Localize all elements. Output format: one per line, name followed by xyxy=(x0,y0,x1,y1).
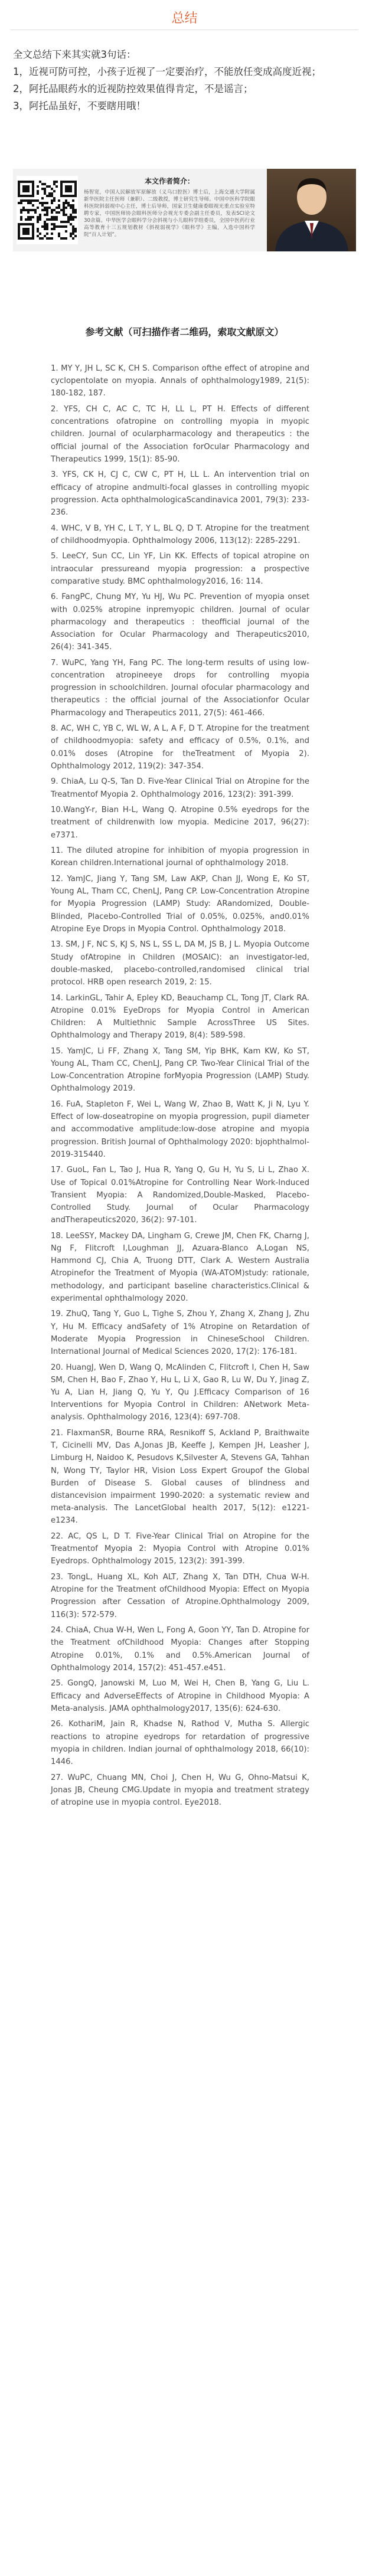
author-photo xyxy=(267,169,356,251)
author-bio: 杨智宽，中国人民解放军原解放（义乌口腔医）博士后，上海交通大学附属新华医院主任医师（兼职）、二级教授，博士研究生导师。中国中医科学院眼科医院斜弱视中心主任，博士后导师，国家卫生健康委眼视光重点实验室特聘专家，中国医师协会眼科医师分会视光专委会副主任委员，发表SCI论文30余篇。中华医学会眼科学分会斜视与小儿眼科学组委员，全国中医药行业高等教育十三五规划教材《斜视弱视学》《眼科学》主编，入选中国科学院“百人计划”。 xyxy=(84,189,255,238)
reference-item: 23. TongL, Huang XL, Koh ALT, Zhang X, Tan DTH, Chua W-H. Atropine for the Treatment ofChildhood Myopia: Effect on Myopia Progression after Cessation of Atropine.Ophthalmology 2009, 116(3): 572-579. xyxy=(51,1573,309,1619)
reference-item: 2. YFS, CH C, AC C, TC H, LL L, PT H. Effects of different concentrations ofatropine on controlling myopia in myopic children. Journal of ocularpharmacology and therapeutics : the official journal of the Association forOcular Pharmacology and Therapeutics 1999, 15(1): 85-90. xyxy=(51,405,309,464)
reference-item: 16. FuA, Stapleton F, Wei L, Wang W, Zhao B, Watt K, Ji N, Lyu Y. Effect of low-doseatropine on myopia progression, pupil diameter and accommodative amplitude:low-dose atropine and myopia progression. British Journal of Ophthalmology 2020: bjophthalmol-2019-315440. xyxy=(51,1100,309,1159)
reference-item: 18. LeeSSY, Mackey DA, Lingham G, Crewe JM, Chen FK, Charng J, Ng F, Flitcroft I,Loughman JJ, Azuara-Blanco A,Logan NS, Hammond CJ, Chia A, Truong DTT, Clark A. Western Australia Atropinefor the Treatment of Myopia (WA-ATOM)study: rationale, methodology, and participant baseline characteristics.Clinical & experimental ophthalmology 2020. xyxy=(51,1231,309,1303)
reference-item: 21. FlaxmanSR, Bourne RRA, Resnikoff S, Ackland P, Braithwaite T, Cicinelli MV, Das A,Jonas JB, Keeffe J, Kempen JH, Leasher J, Limburg H, Naidoo K, Pesudovs K,Silvester A, Stevens GA, Tahhan N, Wong TY, Taylor HR, Vision Loss Expert Groupof the Global Burden of Disease S. Global causes of blindness and distancevision impairment 1990-2020: a systematic review and meta-analysis. The LancetGlobal health 2017, 5(12): e1221-e1234. xyxy=(51,1429,309,1526)
reference-item: 13. SM, J F, NC S, KJ S, NS L, SS L, DA M, JS B, J L. Myopia Outcome Study ofAtropine in Children (MOSAIC): an investigator-led, double-masked, placebo-controlled,randomised clinical trial protocol. HRB open research 2019, 2: 15. xyxy=(51,940,310,987)
author-card xyxy=(13,169,356,251)
reference-item: 12. YamJC, Jiang Y, Tang SM, Law AKP, Chan JJ, Wong E, Ko ST, Young AL, Tham CC, ChenLJ, Pang CP. Low-Concentration Atropine for Myopia Progression (LAMP) Study: ARandomized, Double-Blinded, Placebo-Controlled Trial of 0.05%, 0.025%, and0.01% Atropine Eye Drops in Myopia Control. Ophthalmology 2018. xyxy=(51,875,309,934)
reference-item: 10.WangY-r, Bian H-L, Wang Q. Atropine 0.5% eyedrops for the treatment of childrenwith low myopia. Medicine 2017, 96(27): e7371. xyxy=(51,806,309,840)
reference-item: 20. HuangJ, Wen D, Wang Q, McAlinden C, Flitcroft I, Chen H, Saw SM, Chen H, Bao F, Zhao Y, Hu L, Li X, Gao R, Lu W, Du Y, Jinag Z, Yu A, Lian H, Jiang Q, Yu Y, Qu J.Efficacy Comparison of 16 Interventions for Myopia Control in Children: ANetwork Meta-analysis. Ophthalmology 2016, 123(4): 697-708. xyxy=(51,1363,309,1422)
reference-item: 7. WuPC, Yang YH, Fang PC. The long-term results of using low-concentration atropineeye drops for controlling myopia progression in schoolchildren. Journal ofocular pharmacology and therapeutics : the official journal of the Associationfor Ocular Pharmacology and Therapeutics 2011, 27(5): 461-466. xyxy=(51,658,309,718)
reference-item: 11. The diluted atropine for inhibition of myopia progression in Korean children.International journal of ophthalmology 2018. xyxy=(51,846,309,868)
reference-item: 4. WHC, V B, YH C, L T, Y L, BL Q, D T. Atropine for the treatment of childhoodmyopia. Ophthalmology 2006, 113(12): 2285-2291. xyxy=(51,523,309,545)
reference-item: 26. KothariM, Jain R, Khadse N, Rathod V, Mutha S. Allergic reactions to atropine eyedrops for retardation of progressive myopia in children. Indian journal of ophthalmology 2018, 66(10): 1446. xyxy=(51,1720,309,1767)
reference-item: 8. AC, WH C, YB C, WL W, A L, A F, D T. Atropine for the treatment of childhoodmyopia: safety and efficacy of 0.5%, 0.1%, and 0.01% doses (Atropine for theTreatment of Myopia 2). Ophthalmology 2012, 119(2): 347-354. xyxy=(51,724,309,771)
summary-point: 3，阿托品虽好，不要瞎用哦！ xyxy=(13,100,146,112)
summary-point: 1，近视可防可控，小孩子近视了一定要治疗，不能放任变成高度近视； xyxy=(13,66,321,77)
reference-item: 3. YFS, CK H, CJ C, CW C, PT H, LL L. An intervention trial on efficacy of atropine andmulti-focal glasses in controlling myopic progression. Acta ophthalmologicaScandinavica 2001, 79(3): 233-236. xyxy=(51,470,309,518)
reference-item: 25. GongQ, Janowski M, Luo M, Wei H, Chen B, Yang G, Liu L. Efficacy and AdverseEffects of Atropine in Childhood Myopia: A Meta-analysis. JAMA ophthalmology2017, 135(6): 624-630. xyxy=(51,1679,309,1713)
summary-intro: 全文总结下来其实就3句话： xyxy=(13,49,136,60)
reference-item: 17. GuoL, Fan L, Tao J, Hua R, Yang Q, Gu H, Yu S, Li L, Zhao X. Use of Topical 0.01%Atropine for Controlling Near Work-Induced Transient Myopia: A Randomized,Double-Masked, Placebo-Controlled Study. Journal of Ocular Pharmacology andTherapeutics2020, 36(2): 97-101. xyxy=(51,1166,309,1225)
reference-item: 9. ChiaA, Lu Q-S, Tan D. Five-Year Clinical Trial on Atropine for the Treatmentof Myopia 2. Ophthalmology 2016, 123(2): 391-399. xyxy=(51,777,309,799)
reference-item: 6. FangPC, Chung MY, Yu HJ, Wu PC. Prevention of myopia onset with 0.025% atropine inpremyopic children. Journal of ocular pharmacology and therapeutics : theofficial journal of the Association for Ocular Pharmacology and Therapeutics2010, 26(4): 341-345. xyxy=(51,593,309,652)
author-qr-code[interactable] xyxy=(17,176,78,244)
author-info xyxy=(84,176,255,238)
reference-item: 22. AC, QS L, D T. Five-Year Clinical Trial on Atropine for the Treatmentof Myopia 2: Myopia Control with Atropine 0.01% Eyedrops. Ophthalmology 2015, 123(2): 391-399. xyxy=(51,1532,309,1566)
reference-item: 19. ZhuQ, Tang Y, Guo L, Tighe S, Zhou Y, Zhang X, Zhang J, Zhu Y, Hu M. Efficacy andSafety of 1% Atropine on Retardation of Moderate Myopia Progression in ChineseSchool Children. International Journal of Medical Sciences 2020, 17(2): 176-181. xyxy=(51,1310,309,1357)
references-header: 参考文献（可扫描作者二维码，索取文献原文） xyxy=(85,326,284,338)
reference-item: 14. LarkinGL, Tahir A, Epley KD, Beauchamp CL, Tong JT, Clark RA. Atropine 0.01% EyeDrops for Myopia Control in American Children: A Multiethnic Sample AcrossThree US Sites. Ophthalmology and Therapy 2019, 8(4): 589-598. xyxy=(51,993,309,1040)
author-heading: 本文作者简介： xyxy=(144,177,194,185)
summary-point: 2，阿托品眼药水的近视防控效果值得肯定，不是谣言； xyxy=(13,83,253,94)
reference-item: 1. MY Y, JH L, SC K, CH S. Comparison ofthe effect of atropine and cyclopentolate on myopia. Annals of ophthalmology1989, 21(5): 180-182, 187. xyxy=(51,364,309,398)
summary-title: 总结 xyxy=(171,11,198,26)
references-list xyxy=(51,362,309,1812)
reference-item: 24. ChiaA, Chua W-H, Wen L, Fong A, Goon YY, Tan D. Atropine for the Treatment ofChildhood Myopia: Changes after Stopping Atropine 0.01%, 0.1% and 0.5%.American Journal of Ophthalmology 2014, 157(2): 451-457.e451. xyxy=(51,1626,309,1672)
reference-item: 27. WuPC, Chuang MN, Choi J, Chen H, Wu G, Ohno-Matsui K, Jonas JB, Cheung CMG.Update in myopia and treatment strategy of atropine use in myopia control. Eye2018. xyxy=(51,1773,309,1808)
reference-item: 5. LeeCY, Sun CC, Lin YF, Lin KK. Effects of topical atropine on intraocular pressureand myopia progression: a prospective comparative study. BMC ophthalmology2016, 16: 114. xyxy=(51,552,309,586)
summary-block xyxy=(13,46,356,114)
reference-item: 15. YamJC, Li FF, Zhang X, Tang SM, Yip BHK, Kam KW, Ko ST, Young AL, Tham CC, ChenLJ, Pang CP. Two-Year Clinical Trial of the Low-Concentration Atropine forMyopia Progression (LAMP) Study. Ophthalmology 2019. xyxy=(51,1046,309,1094)
